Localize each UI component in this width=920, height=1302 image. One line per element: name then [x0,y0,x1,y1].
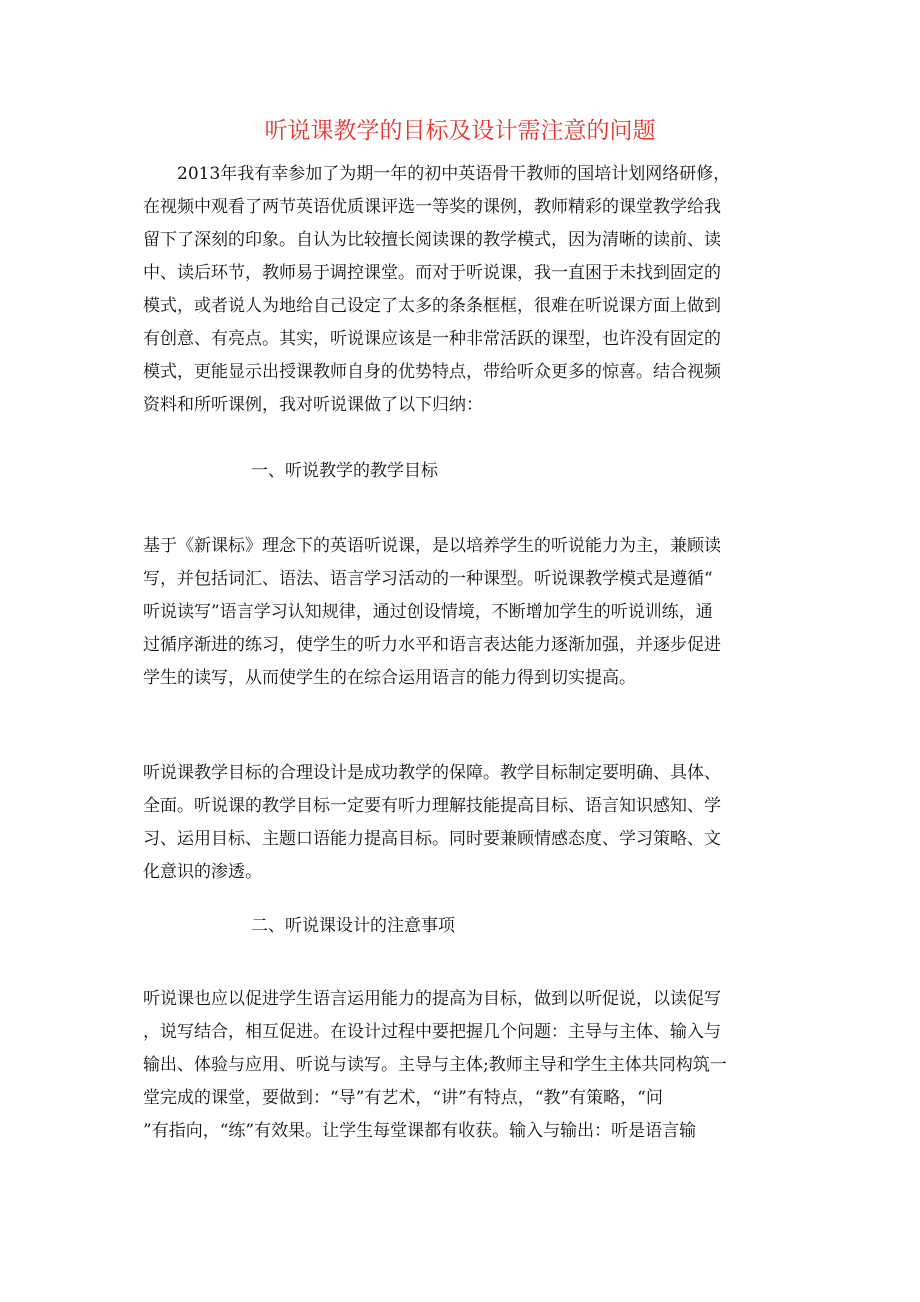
paragraph-line: 写，并包括词汇、语法、语言学习活动的一种课型。听说课教学模式是遵循“ [143,569,713,589]
paragraph-line: 过循序渐进的练习，使学生的听力水平和语言表达能力逐渐加强，并逐步促进 [143,635,721,655]
paragraph-2 [143,530,783,695]
paragraph-line: 基于《新课标》理念下的英语听说课，是以培养学生的听说能力为主，兼顾读 [143,536,721,556]
paragraph-line: 全面。听说课的教学目标一定要有听力理解技能提高目标、语言知识感知、学 [143,796,721,816]
paragraph-line: 资料和所听课例，我对听说课做了以下归纳： [143,395,483,415]
paragraph-line: 输出、体验与应用、听说与读写。主导与主体;教师主导和学生主体共同构筑一 [143,1055,727,1075]
document-title: 听说课教学的目标及设计需注意的问题 [264,118,656,144]
section-heading-1: 一、听说教学的教学目标 [251,461,438,481]
paragraph-line: 2013年我有幸参加了为期一年的初中英语骨干教师的国培计划网络研修， [143,164,731,184]
paragraph-line: 在视频中观看了两节英语优质课评选一等奖的课例，教师精彩的课堂教学给我 [143,197,721,217]
paragraph-line: 留下了深刻的印象。自认为比较擅长阅读课的教学模式，因为清晰的读前、读 [143,230,721,250]
paragraph-line: 堂完成的课堂，要做到：“导”有艺术，“讲”有特点，“教”有策略，“问 [143,1088,663,1108]
paragraph-4 [143,983,783,1148]
paragraph-line: 有创意、有亮点。其实，听说课应该是一种非常活跃的课型，也许没有固定的 [143,329,721,349]
paragraph-line: 模式，或者说人为地给自己设定了太多的条条框框，很难在听说课方面上做到 [143,296,721,316]
section-heading-2: 二、听说课设计的注意事项 [251,916,455,936]
paragraph-line: 模式，更能显示出授课教师自身的优势特点，带给听众更多的惊喜。结合视频 [143,362,721,382]
intro-paragraph [143,158,783,422]
paragraph-3 [143,757,783,889]
paragraph-line: 习、运用目标、主题口语能力提高目标。同时要兼顾情感态度、学习策略、文 [143,829,721,849]
paragraph-line: ”有指向，“练”有效果。让学生每堂课都有收获。输入与输出：听是语言输 [143,1121,697,1141]
paragraph-line: 听说课教学目标的合理设计是成功教学的保障。教学目标制定要明确、具体、 [143,763,721,783]
paragraph-line: 中、读后环节，教师易于调控课堂。而对于听说课，我一直困于未找到固定的 [143,263,721,283]
paragraph-line: 化意识的渗透。 [143,862,262,882]
paragraph-line: 听说读写”语言学习认知规律，通过创设情境，不断增加学生的听说训练，通 [143,602,713,622]
paragraph-line: ，说写结合，相互促进。在设计过程中要把握几个问题：主导与主体、输入与 [143,1022,721,1042]
paragraph-line: 听说课也应以促进学生语言运用能力的提高为目标，做到以听促说，以读促写 [143,989,721,1009]
paragraph-line: 学生的读写，从而使学生的在综合运用语言的能力得到切实提高。 [143,668,636,688]
